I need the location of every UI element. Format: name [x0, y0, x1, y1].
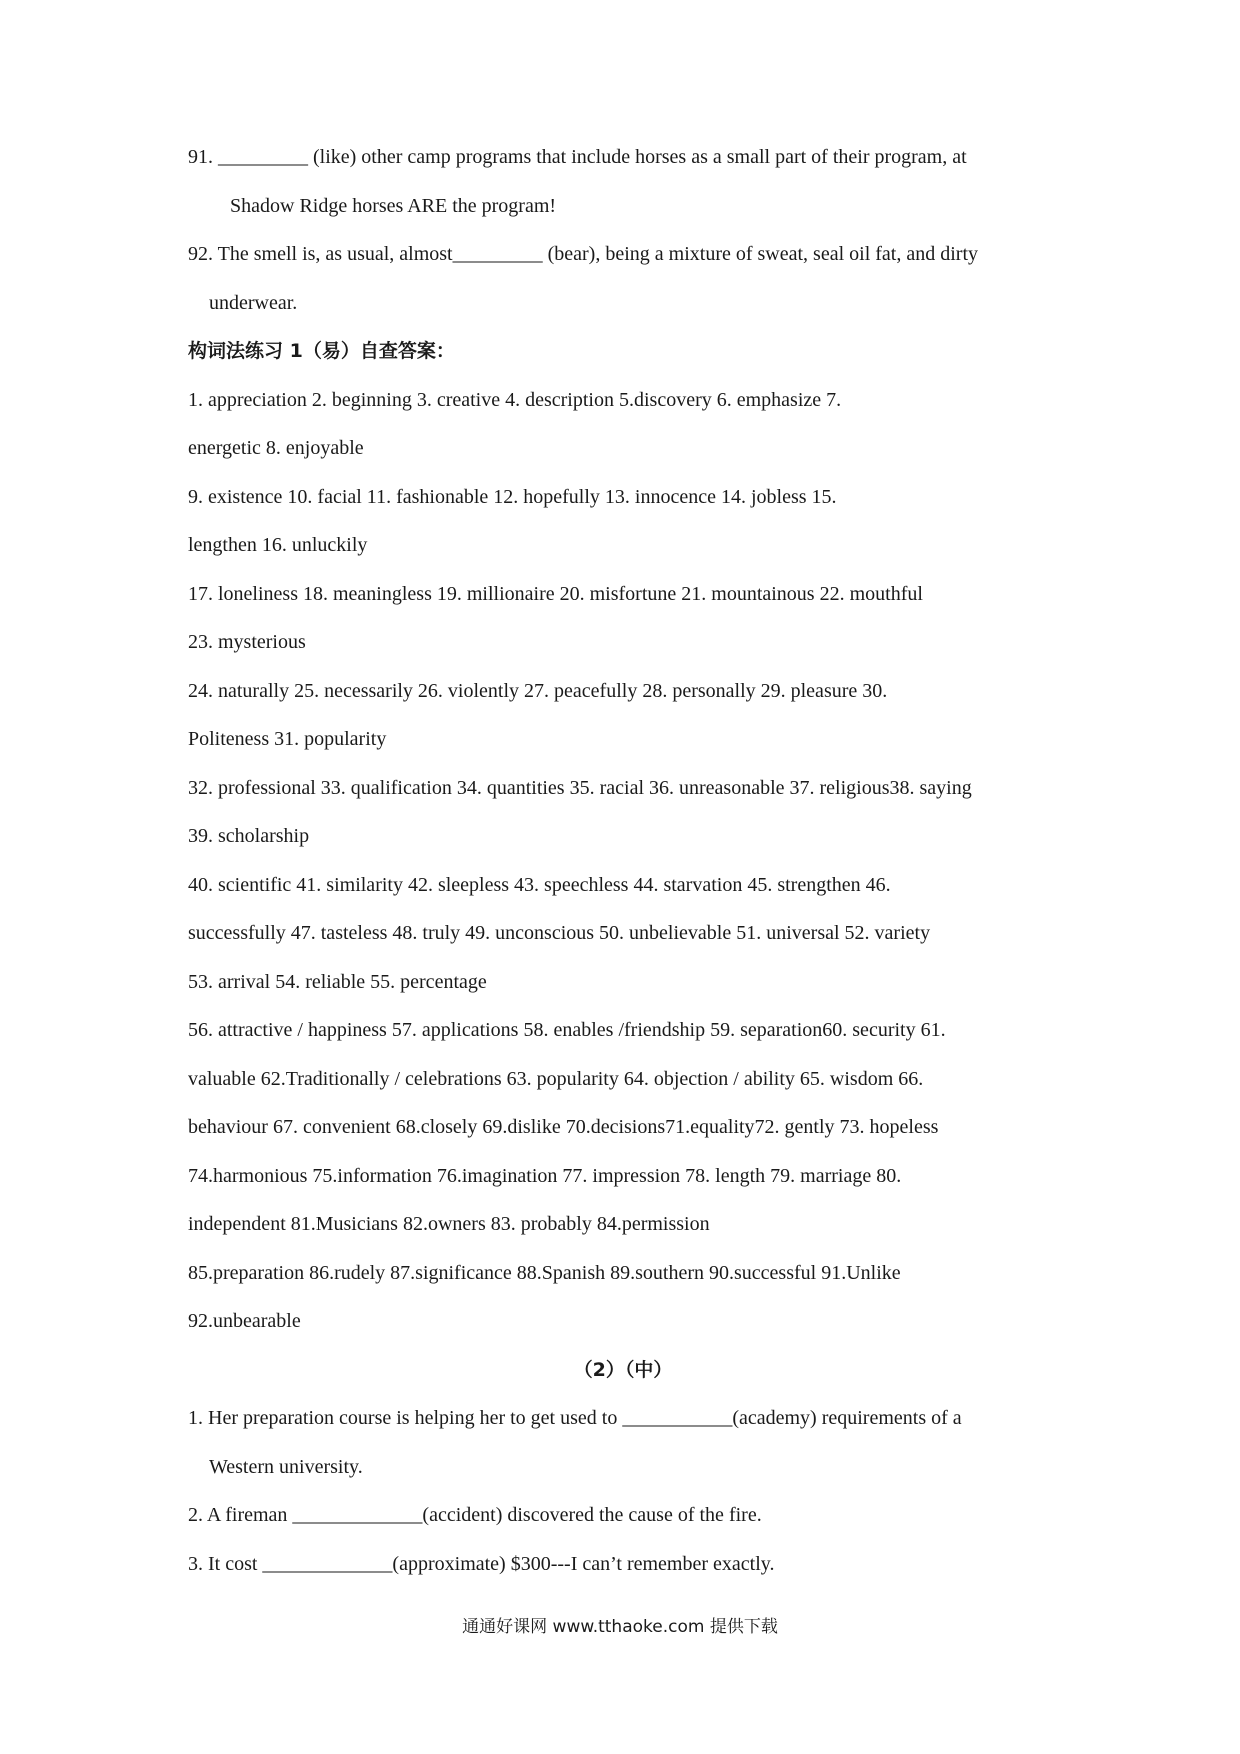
answer-line: Politeness 31. popularity	[188, 728, 387, 750]
page-footer: 通通好课网 www.tthaoke.com 提供下载	[462, 1617, 778, 1637]
question-3: 3. It cost _____________(approximate) $300---I can’t remember exactly.	[188, 1552, 775, 1575]
question-91-line2: Shadow Ridge horses ARE the program!	[230, 194, 557, 217]
answer-line: energetic 8. enjoyable	[188, 437, 364, 459]
answer-line: 17. loneliness 18. meaningless 19. millionaire 20. misfortune 21. mountainous 22. mouthful	[188, 582, 923, 605]
document-page	[188, 0, 1058, 1588]
answer-line: 9. existence 10. facial 11. fashionable 12. hopefully 13. innocence 14. jobless 15.	[188, 485, 837, 508]
answers-heading: 构词法练习 1（易）自查答案：	[188, 340, 455, 362]
answer-line: independent 81.Musicians 82.owners 83. probably 84.permission	[188, 1213, 710, 1235]
answer-list	[188, 376, 1058, 1346]
question-91-line1: 91. _________ (like) other camp programs that include horses as a small part of their program, at	[188, 146, 967, 168]
top-margin	[188, 0, 1058, 133]
answer-line: valuable 62.Traditionally / celebrations 63. popularity 64. objection / ability 65. wisdom 66.	[188, 1067, 924, 1090]
question-1-line1: 1. Her preparation course is helping her to get used to ___________(academy) requirements of a	[188, 1407, 962, 1429]
answer-line: 53. arrival 54. reliable 55. percentage	[188, 970, 487, 993]
answer-line: 40. scientific 41. similarity 42. sleepless 43. speechless 44. starvation 45. strengthen 46.	[188, 873, 891, 896]
answer-line: 1. appreciation 2. beginning 3. creative 4. description 5.discovery 6. emphasize 7.	[188, 388, 842, 411]
answer-line: successfully 47. tasteless 48. truly 49. unconscious 50. unbelievable 51. universal 52. variety	[188, 922, 931, 944]
question-2: 2. A fireman _____________(accident) discovered the cause of the fire.	[188, 1504, 762, 1526]
answer-line: behaviour 67. convenient 68.closely 69.dislike 70.decisions71.equality72. gently 73. hopeless	[188, 1116, 939, 1138]
section-2-heading: （2）（中）	[573, 1358, 673, 1381]
question-1-line2: Western university.	[209, 1455, 363, 1478]
question-92-line2: underwear.	[209, 291, 298, 314]
answer-line: 92.unbearable	[188, 1310, 301, 1332]
answer-line: 32. professional 33. qualification 34. quantities 35. racial 36. unreasonable 37. religious38. saying	[188, 776, 972, 799]
question-92-line1: 92. The smell is, as usual, almost_________ (bear), being a mixture of sweat, seal oil fat, and dirty	[188, 243, 979, 265]
answer-line: 24. naturally 25. necessarily 26. violently 27. peacefully 28. personally 29. pleasure 30.	[188, 679, 888, 702]
answer-line: 23. mysterious	[188, 631, 306, 653]
answer-line: 74.harmonious 75.information 76.imagination 77. impression 78. length 79. marriage 80.	[188, 1164, 902, 1187]
answer-line: 39. scholarship	[188, 825, 310, 847]
answer-line: lengthen 16. unluckily	[188, 534, 368, 556]
answer-line: 56. attractive / happiness 57. applications 58. enables /friendship 59. separation60. security 61.	[188, 1019, 946, 1041]
answer-line: 85.preparation 86.rudely 87.significance 88.Spanish 89.southern 90.successful 91.Unlike	[188, 1261, 901, 1284]
